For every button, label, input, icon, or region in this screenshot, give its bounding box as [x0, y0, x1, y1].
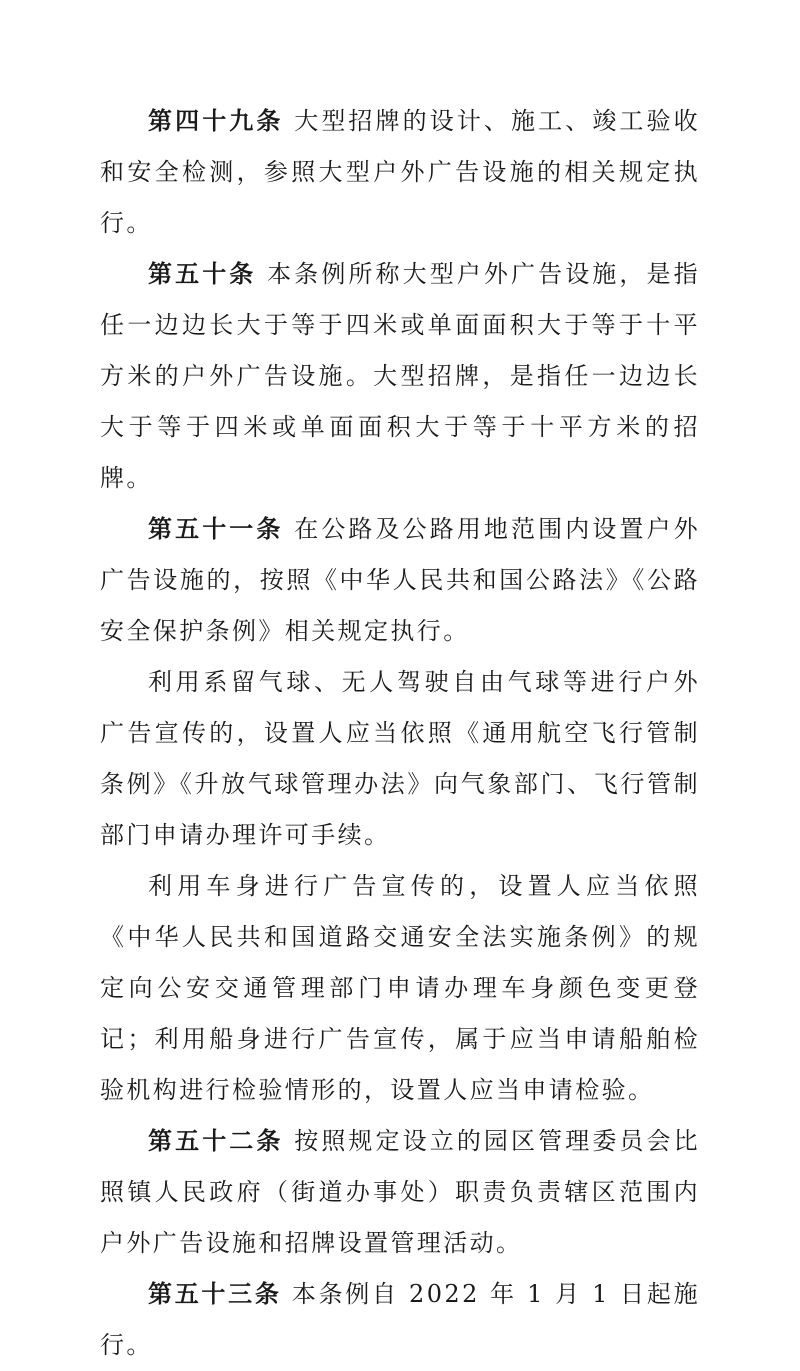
article-52-paragraph	[100, 1116, 700, 1269]
article-text: 本条例自 2022 年 1 月 1 日起施行。	[100, 1280, 701, 1359]
article-text: 按照规定设立的园区管理委员会比照镇人民政府（街道办事处）职责负责辖区范围内户外广告设施和招牌设置管理活动。	[100, 1127, 701, 1257]
article-53-paragraph	[100, 1269, 700, 1371]
article-number: 第五十二条	[148, 1127, 284, 1155]
article-number: 第五十三条	[148, 1280, 282, 1308]
article-text: 大型招牌的设计、施工、竣工验收和安全检测，参照大型户外广告设施的相关规定执行。	[100, 107, 701, 237]
article-number: 第五十一条	[148, 515, 284, 543]
paragraph-text: 利用系留气球、无人驾驶自由气球等进行户外广告宣传的，设置人应当依照《通用航空飞行管制条例》《升放气球管理办法》向气象部门、飞行管制部门申请办理许可手续。	[100, 668, 700, 849]
article-51-paragraph-3	[100, 861, 700, 1116]
document-page	[100, 96, 700, 1371]
article-50-paragraph	[100, 249, 700, 504]
article-text: 在公路及公路用地范围内设置户外广告设施的，按照《中华人民共和国公路法》《公路安全保护条例》相关规定执行。	[100, 515, 701, 645]
article-51-paragraph	[100, 504, 700, 657]
article-text: 本条例所称大型户外广告设施，是指任一边边长大于等于四米或单面面积大于等于十平方米的户外广告设施。大型招牌，是指任一边边长大于等于四米或单面面积大于等于十平方米的招牌。	[100, 260, 700, 492]
article-number: 第五十条	[148, 260, 257, 288]
article-number: 第四十九条	[148, 107, 284, 135]
article-49-paragraph	[100, 96, 700, 249]
article-51-paragraph-2	[100, 657, 700, 861]
paragraph-text: 利用车身进行广告宣传的，设置人应当依照《中华人民共和国道路交通安全法实施条例》的规定向公安交通管理部门申请办理车身颜色变更登记；利用船身进行广告宣传，属于应当申请船舶检验机构进行检验情形的，设置人应当申请检验。	[100, 872, 700, 1104]
